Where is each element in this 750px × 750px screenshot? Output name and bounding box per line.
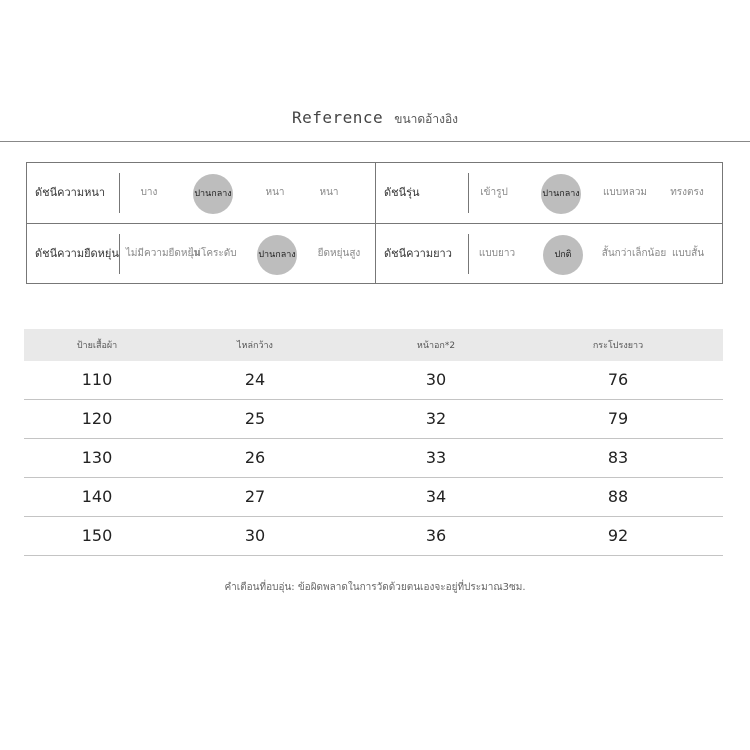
table-row (24, 361, 723, 400)
attr-option: ยืดหยุ่นสูง (317, 248, 361, 259)
cell-size: 120 (81, 409, 113, 428)
attr-option: หนา (265, 187, 285, 198)
attr-fit (376, 163, 724, 223)
attr-option: บาง (140, 187, 158, 198)
attr-elasticity (27, 224, 375, 284)
cell-size: 140 (81, 487, 113, 506)
attr-thickness (27, 163, 375, 223)
table-header (24, 329, 723, 361)
size-table (24, 329, 723, 556)
attr-separator (119, 173, 120, 213)
attr-separator (468, 234, 469, 274)
attr-option-selected: ปานกลาง (541, 174, 581, 214)
cell-shoulder: 25 (244, 409, 266, 428)
attr-label: ดัชนีรุ่น (384, 186, 420, 199)
cell-length: 88 (607, 487, 629, 506)
cell-length: 92 (607, 526, 629, 545)
cell-chest: 34 (425, 487, 447, 506)
attr-option: เข้ารูป (480, 187, 508, 198)
cell-chest: 36 (425, 526, 447, 545)
attr-option: แบบยาว (478, 248, 516, 259)
cell-size: 130 (81, 448, 113, 467)
attr-label: ดัชนีความยาว (384, 247, 452, 260)
header-shoulder: ไหล่กว้าง (237, 341, 273, 351)
attr-option: แบบหลวม (602, 187, 648, 198)
table-row (24, 478, 723, 517)
attr-option: ไม่มีความยืดหยุ่น (125, 248, 201, 259)
cell-chest: 33 (425, 448, 447, 467)
attr-option-selected: ปกติ (543, 235, 583, 275)
header-skirt-length: กระโปรงยาว (592, 341, 644, 351)
header-size-label: ป้ายเสื้อผ้า (76, 341, 118, 351)
cell-size: 110 (81, 370, 113, 389)
cell-shoulder: 24 (244, 370, 266, 389)
table-row (24, 439, 723, 478)
cell-length: 76 (607, 370, 629, 389)
attr-option: สั้นกว่าเล็กน้อย (601, 248, 667, 259)
header-chest: หน้าอก*2 (416, 341, 456, 351)
table-row (24, 517, 723, 556)
title-main: Reference (291, 108, 384, 127)
reference-title (0, 108, 750, 129)
cell-shoulder: 27 (244, 487, 266, 506)
attr-option: ไม่โคระดับ (189, 248, 237, 259)
attribute-grid (26, 162, 723, 284)
cell-length: 79 (607, 409, 629, 428)
title-sub: ขนาดอ้างอิง (394, 112, 459, 126)
attr-option: หนา (319, 187, 339, 198)
cell-chest: 32 (425, 409, 447, 428)
title-divider (0, 141, 750, 142)
attr-option-selected: ปานกลาง (257, 235, 297, 275)
attr-option: แบบสั้น (671, 248, 705, 259)
attr-separator (119, 234, 120, 274)
attr-option-selected: ปานกลาง (193, 174, 233, 214)
attr-separator (468, 173, 469, 213)
attr-label: ดัชนีความหนา (35, 186, 106, 199)
cell-chest: 30 (425, 370, 447, 389)
cell-shoulder: 30 (244, 526, 266, 545)
cell-shoulder: 26 (244, 448, 266, 467)
cell-size: 150 (81, 526, 113, 545)
attr-label: ดัชนีความยืดหยุ่น (35, 247, 119, 260)
attr-option: ทรงตรง (670, 187, 704, 198)
table-row (24, 400, 723, 439)
measurement-note: คำเตือนที่อบอุ่น: ข้อผิดพลาดในการวัดด้วยตนเองจะอยู่ที่ประมาณ3ซม. (224, 582, 526, 593)
attr-length (376, 224, 724, 284)
cell-length: 83 (607, 448, 629, 467)
